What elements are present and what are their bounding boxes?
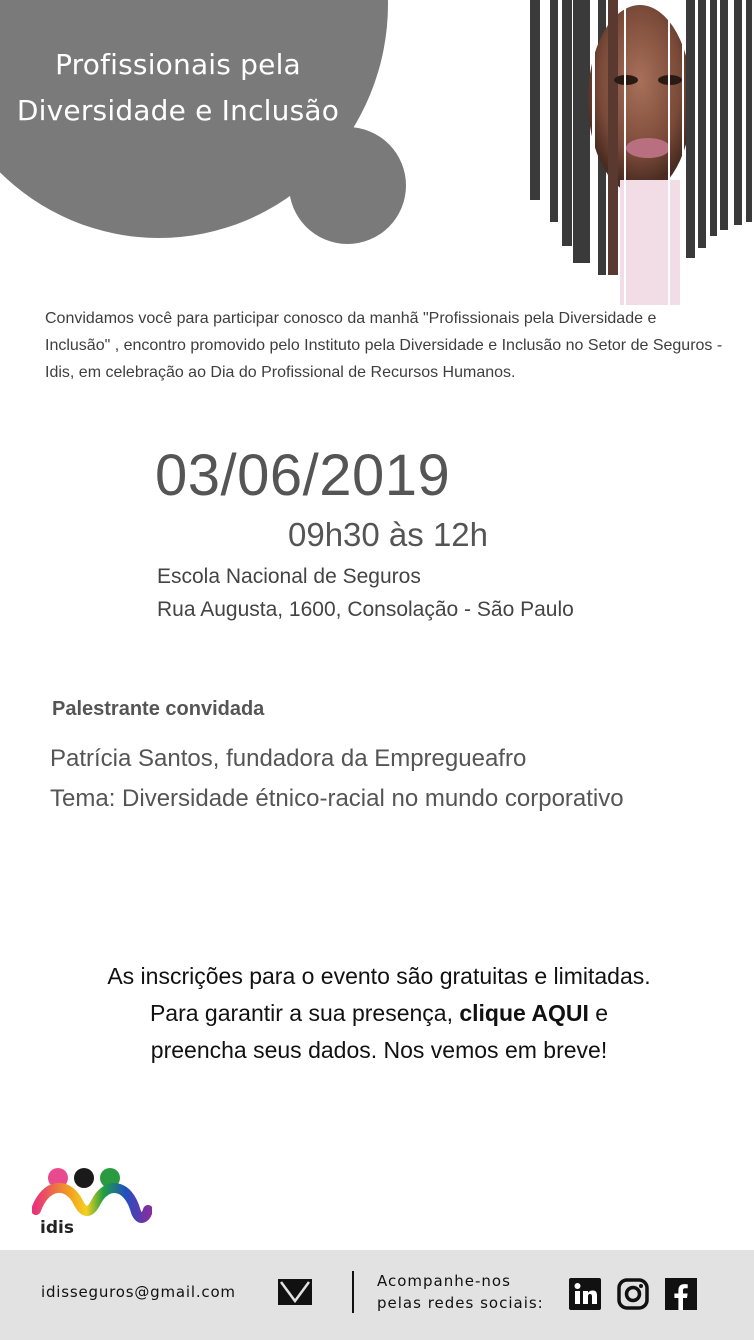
- event-time: 09h30 às 12h: [288, 516, 489, 553]
- speaker-name: Patrícia Santos, fundadora da Empregueafro: [50, 745, 527, 772]
- portrait-image: [528, 0, 754, 305]
- intro-paragraph: Convidamos você para participar conosco da manhã "Profissionais pela Diversidade e Inclusão" , encontro promovido pelo Instituto pela Diversidade e Inclusão no Setor de Seguros - Idis, em celebração ao Dia do Profissional de Recursos Humanos.: [45, 310, 723, 381]
- venue-name: Escola Nacional de Seguros: [157, 565, 421, 588]
- registration-cta: [0, 958, 754, 1069]
- instagram-icon[interactable]: [617, 1278, 649, 1310]
- register-link[interactable]: clique AQUI: [459, 1000, 589, 1026]
- event-date: 03/06/2019: [155, 443, 451, 508]
- speaker-heading: Palestrante convidada: [52, 698, 265, 720]
- speaker-details: [50, 739, 624, 819]
- logo-text: idis: [40, 1218, 74, 1238]
- mail-icon[interactable]: [278, 1279, 312, 1305]
- cta-line-3: preencha seus dados. Nos vemos em breve!: [150, 1037, 608, 1063]
- footer-divider: [352, 1271, 354, 1313]
- contact-email[interactable]: idisseguros@gmail.com: [41, 1283, 236, 1301]
- speaker-topic: Tema: Diversidade étnico-racial no mundo corporativo: [50, 785, 624, 812]
- cta-line-1: As inscrições para o evento são gratuitas e limitadas.: [107, 963, 651, 989]
- footer-bar: [0, 1250, 754, 1340]
- linkedin-icon[interactable]: [569, 1278, 601, 1310]
- facebook-icon[interactable]: [665, 1278, 697, 1310]
- cta-line-2: Para garantir a sua presença, clique AQUI e: [149, 1000, 609, 1026]
- venue-address: Rua Augusta, 1600, Consolação - São Paulo: [157, 598, 574, 621]
- event-venue: [157, 560, 574, 626]
- social-follow-label: Acompanhe-nos pelas redes sociais:: [377, 1272, 544, 1312]
- header-shape-small: [289, 127, 406, 244]
- page-title: Profissionais pela Diversidade e Inclusão: [16, 48, 340, 127]
